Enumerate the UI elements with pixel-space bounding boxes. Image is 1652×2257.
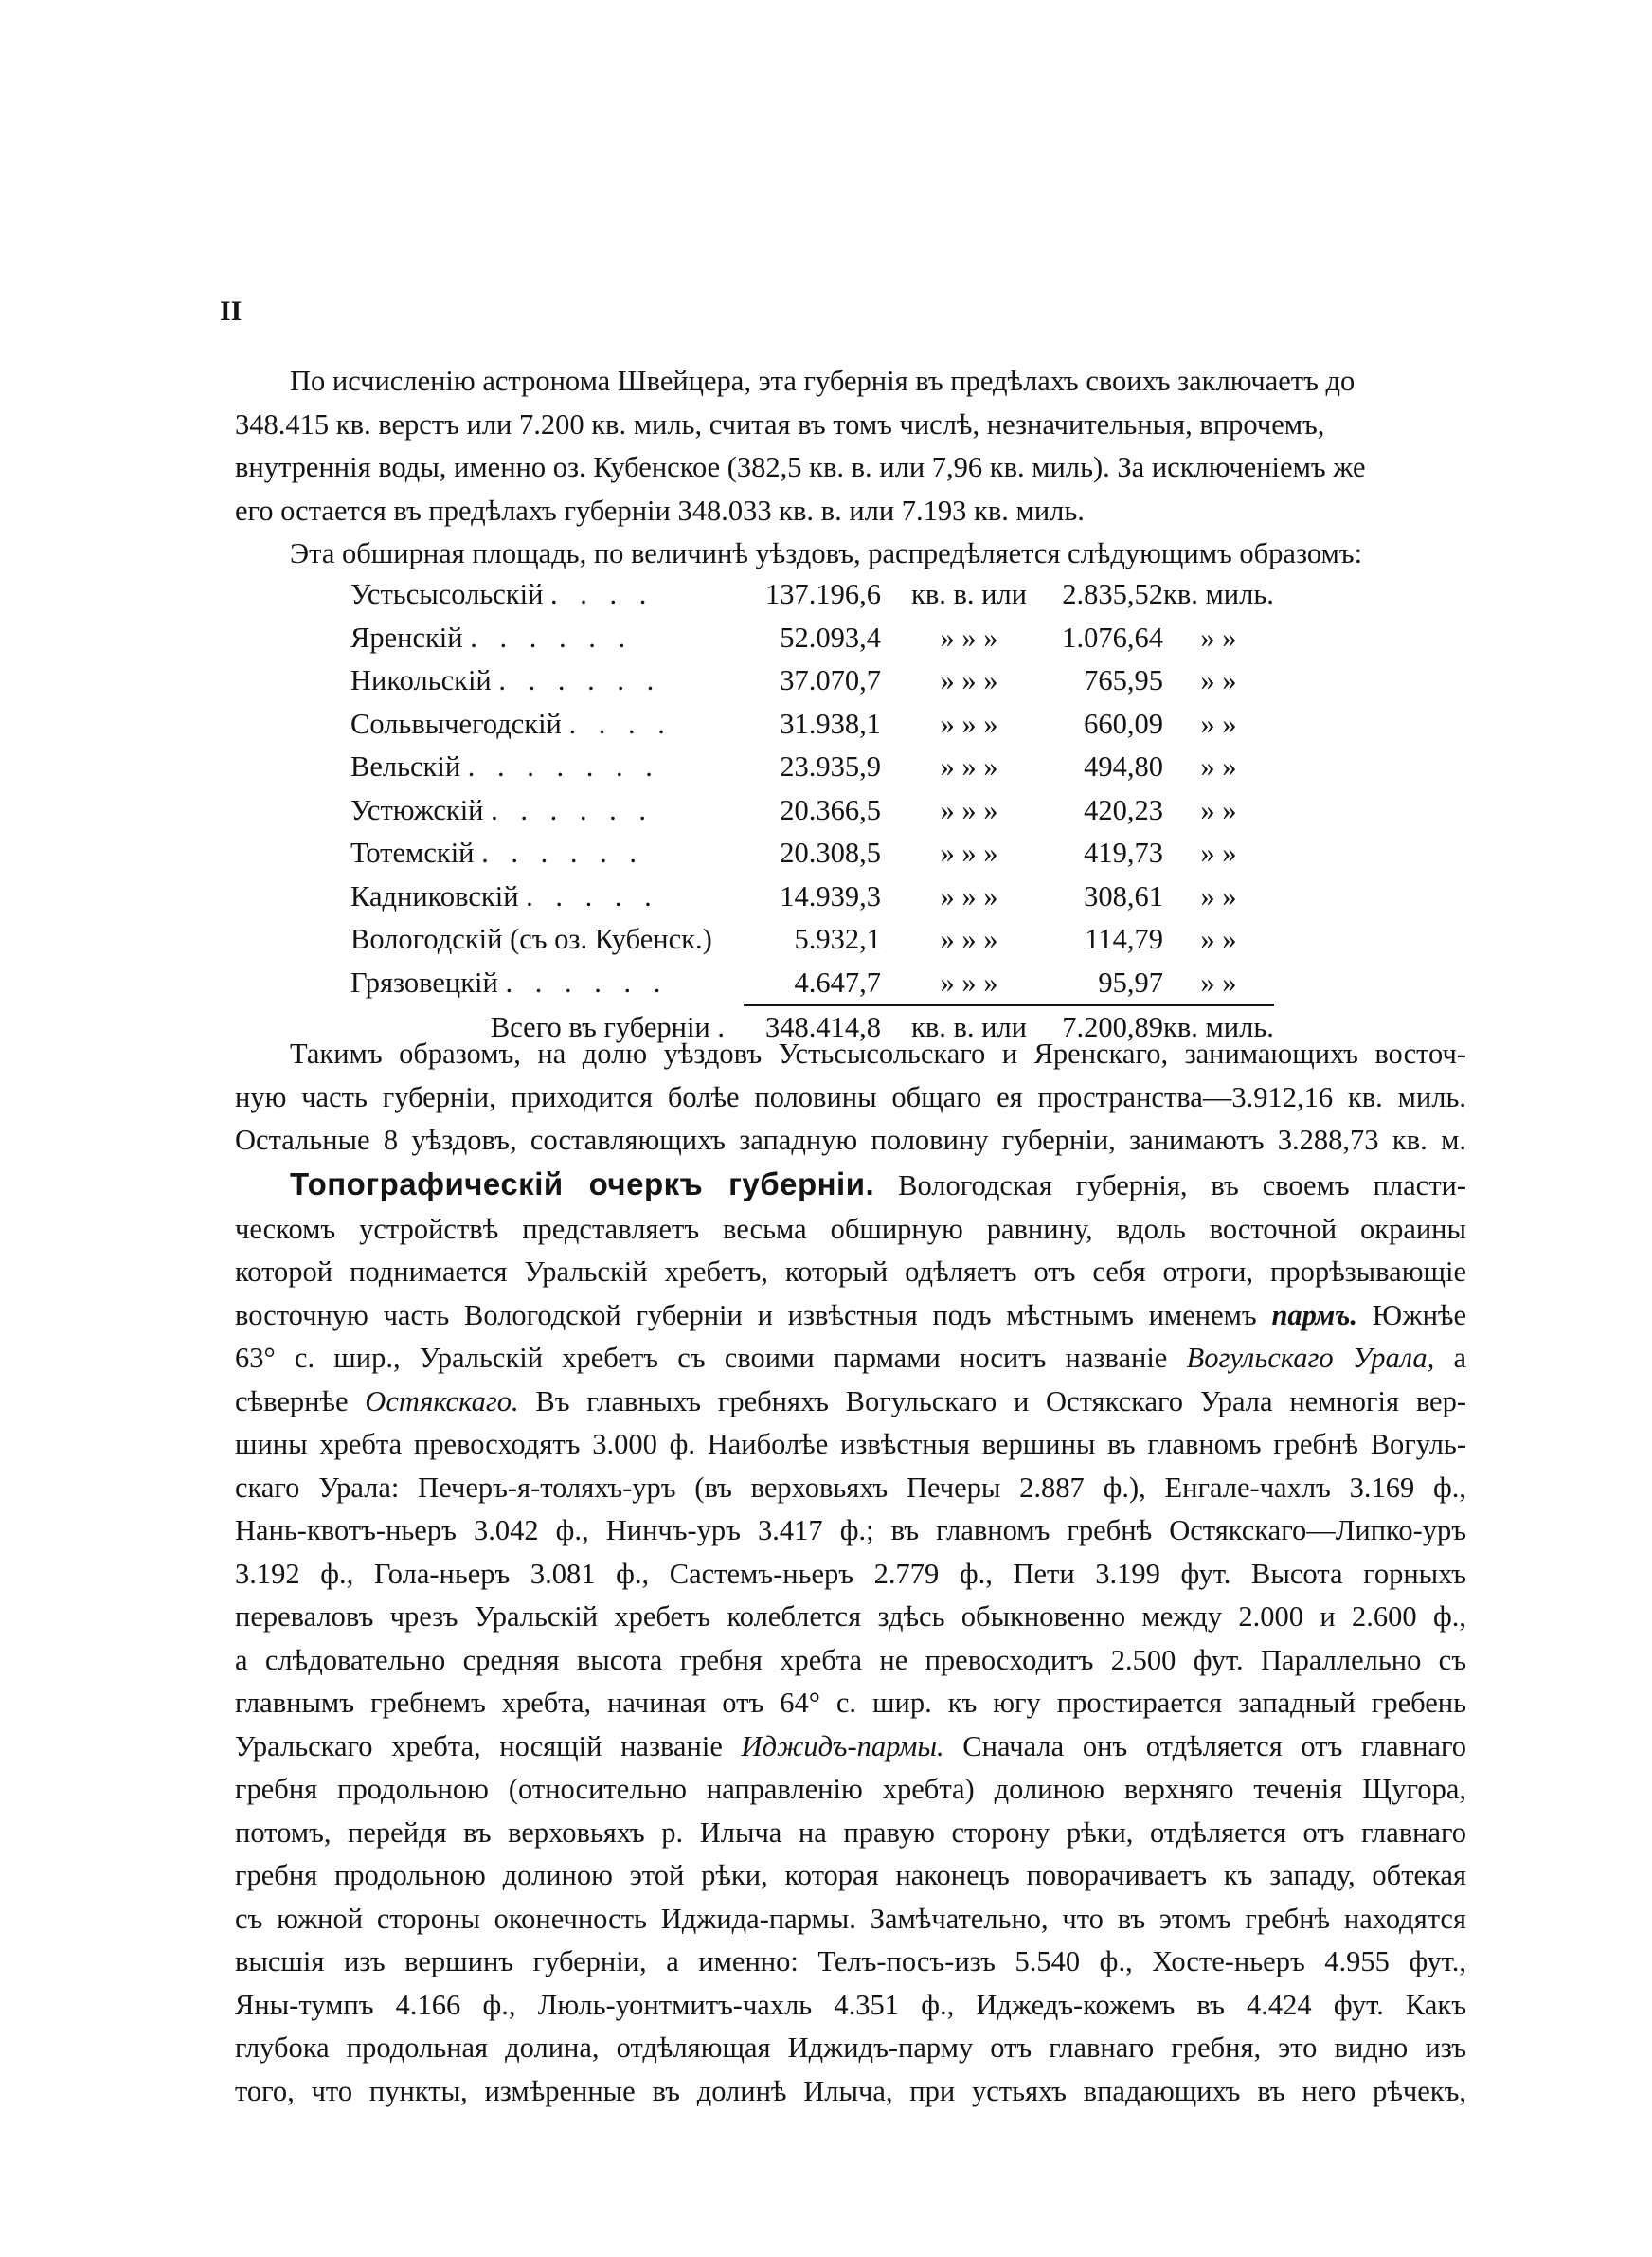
table-row [350, 789, 1274, 833]
area-versts: 5.932,1 [794, 923, 881, 956]
total-label: Всего въ губерніи . [490, 1010, 725, 1043]
text-fragment: Южнѣе [1357, 1298, 1466, 1331]
district-area-table [350, 573, 1274, 1050]
area-miles: 494,80 [1084, 750, 1163, 784]
district-label: Тотемскій [350, 837, 475, 870]
text-fragment: Вогульскаго Урала, [1186, 1342, 1435, 1374]
district-label: Сольвычегодскій [350, 707, 562, 740]
paragraph-east-west [235, 1033, 1466, 1163]
area-versts: 20.366,5 [780, 793, 881, 826]
area-miles: 660,09 [1084, 707, 1163, 740]
text-fragment: сѣвернѣе [235, 1384, 366, 1417]
unit-label: » » » [940, 664, 998, 697]
table-row [350, 918, 1274, 962]
text-line: шины хребта превосходятъ 3.000 ф. Наиболѣе извѣстныя вершины въ главномъ гребнѣ Вогуль- [235, 1428, 1466, 1460]
text-line: его остается въ предѣлахъ губерніи 348.033 кв. в. или 7.193 кв. миль. [235, 494, 1085, 527]
section-heading: Топографическій очеркъ губерніи. [290, 1166, 875, 1201]
area-versts: 52.093,4 [780, 621, 881, 654]
text-line: гребня продольною (относительно направленію хребта) долиною верхняго теченія Щугора, [235, 1773, 1466, 1805]
unit-label: » » [1200, 837, 1237, 870]
unit-label: » » [1200, 621, 1237, 654]
leader-dots: . . . . . . [505, 966, 669, 1000]
table-row [350, 617, 1274, 660]
leader-dots: . . . . [568, 707, 673, 740]
district-name [350, 703, 744, 747]
leader-dots: . . . . . . . [467, 750, 660, 784]
text-line: Такимъ образомъ, на долю уѣздовъ Устьсысольскаго и Яренскаго, занимающихъ восточ- [290, 1038, 1466, 1070]
table-row [350, 573, 1274, 617]
text-fragment: Въ главныхъ гребняхъ Вогульскаго и Остякскаго Урала немногія вер- [518, 1384, 1466, 1417]
text-fragment: Сначала онъ отдѣляется отъ главнаго [943, 1729, 1466, 1762]
table-row [350, 746, 1274, 789]
unit-label: » » » [889, 962, 1050, 1006]
area-versts: 23.935,9 [780, 750, 881, 784]
area-miles: 95,97 [1050, 962, 1163, 1006]
unit-label: кв. миль. [1163, 578, 1274, 611]
table-row [350, 962, 1274, 1006]
text-line [235, 1725, 1466, 1769]
area-miles: 2.835,52 [1062, 578, 1163, 611]
text-line: ческомъ устройствѣ представляетъ весьма обширную равнину, вдоль восточной окраины [235, 1212, 1466, 1245]
leader-dots: . . . . . [526, 879, 659, 912]
district-label: Кадниковскій [350, 879, 519, 912]
area-miles: 765,95 [1084, 664, 1163, 697]
text-fragment: Остякскаго. [365, 1384, 519, 1417]
area-versts: 14.939,3 [780, 879, 881, 912]
text-line [235, 1381, 1466, 1424]
text-line: 348.415 кв. верстъ или 7.200 кв. миль, считая въ томъ числѣ, незначительныя, впрочемъ, [235, 407, 1325, 441]
leader-dots: . . . . . . [470, 621, 634, 654]
text-fragment: пармъ. [1271, 1298, 1358, 1331]
unit-label: » » [1200, 707, 1237, 740]
unit-label: » » [1200, 923, 1237, 956]
district-label: Никольскій [350, 664, 492, 697]
text-line: того, что пункты, измѣренные въ долинѣ Илыча, при устьяхъ впадающихъ въ него рѣчекъ, [235, 2074, 1466, 2107]
table-row [350, 876, 1274, 919]
area-versts: 31.938,1 [780, 707, 881, 740]
district-label: Яренскій [350, 621, 463, 654]
leader-dots: . . . . . . [491, 793, 654, 826]
district-name [350, 659, 744, 703]
text-line: главнымъ гребнемъ хребта, начиная отъ 64° с. шир. къ югу простирается западный гребень [235, 1687, 1466, 1719]
district-label: Вельскій [350, 750, 461, 784]
unit-label: » » » [940, 793, 998, 826]
total-area-miles: 7.200,89 [1062, 1011, 1163, 1044]
text-line: переваловъ чрезъ Уральскій хребетъ колеблется здѣсь обыкновенно между 2.000 и 2.600 ф., [235, 1600, 1466, 1633]
area-miles: 1.076,64 [1062, 621, 1163, 654]
unit-label: » » » [940, 621, 998, 654]
district-name [350, 876, 744, 919]
table-row [350, 832, 1274, 876]
district-name [350, 962, 744, 1006]
text-line [235, 1163, 1466, 1208]
area-versts: 137.196,6 [765, 578, 881, 611]
text-line: а слѣдовательно средняя высота гребня хребта не превосходитъ 2.500 фут. Параллельно съ [235, 1643, 1466, 1676]
unit-label: » » » [940, 837, 998, 870]
area-versts: 20.308,5 [780, 837, 881, 870]
unit-label: » » [1200, 879, 1237, 912]
area-miles: 114,79 [1085, 923, 1163, 956]
unit-label: кв. в. или [911, 1011, 1027, 1044]
leader-dots: . . . . [550, 578, 655, 611]
district-name [350, 918, 744, 962]
area-miles: 420,23 [1084, 793, 1163, 826]
paragraph-area-intro [235, 360, 1466, 576]
text-line: ную часть губерніи, приходится болѣе половины общаго ея пространства—3.912,16 кв. миль. [235, 1080, 1466, 1113]
text-line [235, 1337, 1466, 1381]
text-line: потомъ, перейдя въ верховьяхъ р. Илыча на правую сторону рѣки, отдѣляется отъ главнаго [235, 1815, 1466, 1849]
unit-label: кв. в. или [911, 578, 1027, 611]
area-miles: 419,73 [1084, 837, 1163, 870]
text-fragment: Вологодская губернія, въ своемъ пласти- [874, 1169, 1466, 1201]
district-label: Грязовецкій [350, 966, 498, 1000]
text-line: По исчисленію астронома Швейцера, эта губернія въ предѣлахъ своихъ заключаетъ до [290, 365, 1356, 397]
district-name [350, 617, 744, 660]
text-fragment: 63° с. шир., Уральскій хребетъ съ своими пармами носитъ названіе [235, 1342, 1187, 1374]
text-line: гребня продольною долиною этой рѣки, которая наконецъ поворачиваетъ къ западу, обтекая [235, 1859, 1466, 1891]
unit-label: » » » [940, 923, 998, 956]
unit-label: » » [1200, 793, 1237, 826]
text-line: Нань-квотъ-ньеръ 3.042 ф., Нинчъ-уръ 3.417 ф.; въ главномъ гребнѣ Остякскаго—Липко-уръ [235, 1514, 1466, 1546]
unit-label: » » [1200, 664, 1237, 697]
text-fragment: а [1434, 1342, 1466, 1374]
leader-dots: . . . . . . [498, 664, 662, 697]
text-line: Остальные 8 уѣздовъ, составляющихъ западную половину губерніи, занимаютъ 3.288,73 кв. м. [235, 1124, 1466, 1156]
table-row [350, 703, 1274, 747]
district-label: Устьсысольскій [350, 578, 544, 611]
text-line: Эта обширная площадь, по величинѣ уѣздовъ, распредѣляется слѣдующимъ образомъ: [290, 537, 1363, 569]
district-label: Вологодскій (съ оз. Кубенск.) [350, 923, 712, 956]
unit-label: » » » [940, 707, 998, 740]
text-fragment: Иджидъ-пармы. [741, 1729, 944, 1762]
table-row [350, 659, 1274, 703]
text-line: высшія изъ вершинъ губерніи, а именно: Телъ-посъ-изъ 5.540 ф., Хосте-ньеръ 4.955 фут., [235, 1945, 1466, 1977]
district-label: Устюжскій [350, 793, 484, 826]
area-versts: 37.070,7 [780, 664, 881, 697]
unit-label: » » » [940, 879, 998, 912]
text-line: глубока продольная долина, отдѣляющая Иджидъ-парму отъ главнаго гребня, это видно изъ [235, 2031, 1466, 2064]
unit-label: кв. миль. [1163, 1011, 1274, 1044]
page-mark: II [220, 296, 242, 327]
text-fragment: восточную часть Вологодской губерніи и извѣстныя подъ мѣстнымъ именемъ [235, 1298, 1257, 1331]
area-miles: 308,61 [1084, 879, 1163, 912]
text-line: Яны-тумпъ 4.166 ф., Люль-уонтмитъ-чахль 4.351 ф., Иджедъ-кожемъ въ 4.424 фут. Какъ [235, 1988, 1466, 2021]
area-versts: 4.647,7 [744, 962, 889, 1006]
paragraph-topography [235, 1163, 1466, 2113]
text-line: съ южной стороны оконечность Иджида-пармы. Замѣчательно, что въ этомъ гребнѣ находятся [235, 1902, 1466, 1935]
leader-dots: . . . . . . [481, 837, 645, 870]
district-name [350, 573, 744, 617]
total-area-versts: 348.414,8 [765, 1011, 881, 1044]
text-line: внутреннія воды, именно оз. Кубенское (382,5 кв. в. или 7,96 кв. миль). За исключеніемъ же [235, 451, 1366, 483]
text-line: скаго Урала: Печеръ-я-толяхъ-уръ (въ верховьяхъ Печеры 2.887 ф.), Енгале-чахлъ 3.169 ф., [235, 1471, 1466, 1504]
text-line: 3.192 ф., Гола-ньеръ 3.081 ф., Састемъ-ньеръ 2.779 ф., Пети 3.199 фут. Высота горныхъ [235, 1557, 1466, 1590]
district-name [350, 789, 744, 833]
text-fragment: Уральскаго хребта, носящій названіе [235, 1729, 742, 1762]
district-name [350, 746, 744, 789]
text-line: которой поднимается Уральскій хребетъ, который одѣляетъ отъ себя отроги, прорѣзывающіе [235, 1255, 1466, 1288]
unit-label: » » [1200, 750, 1237, 784]
unit-label: » » » [940, 750, 998, 784]
unit-label: » » [1163, 962, 1274, 1006]
district-name [350, 832, 744, 876]
text-line [235, 1294, 1466, 1338]
